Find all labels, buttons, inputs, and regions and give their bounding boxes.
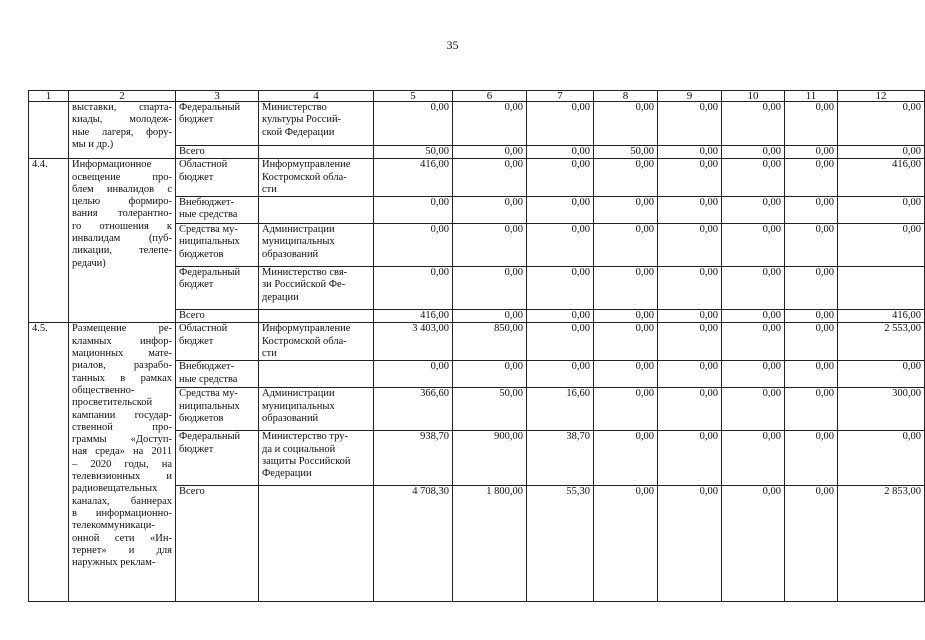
text-line: муниципальных <box>262 236 335 248</box>
amount-cell-col-10: 0,00 <box>722 323 785 361</box>
budget-table <box>28 90 925 602</box>
executor-cell <box>259 146 374 159</box>
amount-cell-col-9: 0,00 <box>658 388 722 431</box>
text-line: ные средства <box>179 209 238 221</box>
amount-cell-col-9: 0,00 <box>658 267 722 310</box>
amount-cell-col-6: 50,00 <box>453 388 527 431</box>
amount-cell-col-6: 900,00 <box>453 431 527 486</box>
column-number-9: 9 <box>658 91 722 102</box>
amount-cell-col-6: 0,00 <box>453 267 527 310</box>
amount-cell-col-5: 938,70 <box>374 431 453 486</box>
funding-source-cell <box>176 310 259 323</box>
text-line: танных в рамках <box>72 372 172 384</box>
executor-cell <box>259 224 374 267</box>
amount-cell-col-11: 0,00 <box>785 146 838 159</box>
amount-cell-col-7: 16,60 <box>527 388 594 431</box>
table-row <box>29 159 925 197</box>
amount-cell-col-8: 0,00 <box>594 267 658 310</box>
text-line: дерации <box>262 291 299 303</box>
text-line: кампании государ- <box>72 409 172 421</box>
item-number-cell <box>29 102 69 159</box>
amount-cell-col-7: 0,00 <box>527 310 594 323</box>
text-line: каналах, баннерах <box>72 495 172 507</box>
amount-cell-col-6: 0,00 <box>453 361 527 388</box>
amount-cell-col-12: 300,00 <box>838 388 925 431</box>
amount-cell-col-7: 0,00 <box>527 102 594 146</box>
text-line: инвалидам (пуб- <box>72 233 172 245</box>
text-line: общественно- <box>72 384 135 396</box>
executor-cell <box>259 431 374 486</box>
amount-cell-col-6: 0,00 <box>453 197 527 224</box>
text-line: ные средства <box>179 373 238 385</box>
text-line: редачи) <box>72 257 106 269</box>
column-number-row <box>29 91 925 102</box>
amount-cell-col-6: 1 800,00 <box>453 486 527 602</box>
amount-cell-col-12: 0,00 <box>838 431 925 486</box>
text-line: Министерство свя- <box>262 267 348 279</box>
text-line: Костромской обла- <box>262 335 347 347</box>
column-number-8: 8 <box>594 91 658 102</box>
text-line: культуры Россий- <box>262 114 342 126</box>
amount-cell-col-11: 0,00 <box>785 323 838 361</box>
amount-cell-col-9: 0,00 <box>658 224 722 267</box>
amount-cell-col-12: 0,00 <box>838 146 925 159</box>
amount-cell-col-10: 0,00 <box>722 224 785 267</box>
item-number-cell: 4.4. <box>29 159 69 323</box>
amount-cell-col-6: 850,00 <box>453 323 527 361</box>
amount-cell-col-12: 416,00 <box>838 310 925 323</box>
funding-source-cell <box>176 224 259 267</box>
funding-source-cell <box>176 323 259 361</box>
amount-cell-col-10: 0,00 <box>722 310 785 323</box>
amount-cell-col-8: 0,00 <box>594 197 658 224</box>
amount-cell-col-9: 0,00 <box>658 323 722 361</box>
text-line: ниципальных <box>179 236 240 248</box>
text-line: ная среда» на 2011 <box>72 446 172 458</box>
text-line: Областной <box>179 159 228 171</box>
text-line: муниципальных <box>262 400 335 412</box>
column-number-6: 6 <box>453 91 527 102</box>
text-line: Федеральный <box>179 267 241 279</box>
amount-cell-col-5: 0,00 <box>374 224 453 267</box>
text-line: ской Федерации <box>262 126 335 138</box>
amount-cell-col-8: 50,00 <box>594 146 658 159</box>
amount-cell-col-5: 50,00 <box>374 146 453 159</box>
text-line: бюджет <box>179 443 214 455</box>
text-line: мы и др.) <box>72 138 114 150</box>
text-line: вания толерантно- <box>72 208 172 220</box>
amount-cell-col-9: 0,00 <box>658 431 722 486</box>
text-line: ные лагеря, фору- <box>72 126 172 138</box>
text-line: Костромской обла- <box>262 171 347 183</box>
executor-cell <box>259 323 374 361</box>
desc-cell-4-5 <box>69 323 176 602</box>
amount-cell-col-7: 0,00 <box>527 197 594 224</box>
column-number-11: 11 <box>785 91 838 102</box>
amount-cell-col-11: 0,00 <box>785 361 838 388</box>
funding-source-cell <box>176 431 259 486</box>
amount-cell-col-9: 0,00 <box>658 159 722 197</box>
amount-cell-col-12: 0,00 <box>838 102 925 146</box>
text-line: Внебюджет- <box>179 361 235 373</box>
amount-cell-col-5: 416,00 <box>374 310 453 323</box>
amount-cell-col-8: 0,00 <box>594 361 658 388</box>
text-line: бюджетов <box>179 248 224 260</box>
text-line: образований <box>262 248 319 260</box>
column-number-12: 12 <box>838 91 925 102</box>
text-line: бюджет <box>179 171 214 183</box>
text-line: образований <box>262 412 319 424</box>
amount-cell-col-9: 0,00 <box>658 486 722 602</box>
amount-cell-col-8: 0,00 <box>594 486 658 602</box>
amount-cell-col-8: 0,00 <box>594 388 658 431</box>
text-line: ниципальных <box>179 400 240 412</box>
amount-cell-col-11: 0,00 <box>785 310 838 323</box>
amount-cell-col-5: 0,00 <box>374 102 453 146</box>
amount-cell-col-10: 0,00 <box>722 197 785 224</box>
text-line: Средства му- <box>179 224 238 236</box>
amount-cell-col-9: 0,00 <box>658 310 722 323</box>
text-line: бюджет <box>179 279 214 291</box>
desc-cell-4-4 <box>69 159 176 323</box>
text-line: сти <box>262 183 277 195</box>
text-line: защиты Российской <box>262 455 351 467</box>
amount-cell-col-5: 0,00 <box>374 197 453 224</box>
executor-cell <box>259 197 374 224</box>
amount-cell-col-7: 55,30 <box>527 486 594 602</box>
amount-cell-col-5: 3 403,00 <box>374 323 453 361</box>
item-number-cell: 4.5. <box>29 323 69 602</box>
column-number-3: 3 <box>176 91 259 102</box>
text-line: наружных реклам- <box>72 557 156 569</box>
amount-cell-col-10: 0,00 <box>722 431 785 486</box>
executor-cell <box>259 388 374 431</box>
text-line: телевизионных и <box>72 471 172 483</box>
funding-source-cell <box>176 146 259 159</box>
text-line: сти <box>262 348 277 360</box>
text-line: Внебюджет- <box>179 197 235 209</box>
amount-cell-col-8: 0,00 <box>594 102 658 146</box>
text-line: – 2020 годы, на <box>72 458 172 470</box>
text-line: блем инвалидов с <box>72 183 172 195</box>
text-line: ликации, телепе- <box>72 245 172 257</box>
table-body <box>29 91 925 602</box>
text-line: зи Российской Фе- <box>262 279 346 291</box>
column-number-10: 10 <box>722 91 785 102</box>
amount-cell-col-9: 0,00 <box>658 361 722 388</box>
funding-source-cell <box>176 102 259 146</box>
text-line: Федерации <box>262 468 312 480</box>
amount-cell-col-12: 416,00 <box>838 159 925 197</box>
funding-source-cell <box>176 486 259 602</box>
amount-cell-col-11: 0,00 <box>785 388 838 431</box>
amount-cell-col-5: 0,00 <box>374 267 453 310</box>
amount-cell-col-7: 0,00 <box>527 361 594 388</box>
text-line: Размещение ре- <box>72 323 172 335</box>
amount-cell-col-12 <box>838 267 925 310</box>
amount-cell-col-12: 2 853,00 <box>838 486 925 602</box>
amount-cell-col-7: 0,00 <box>527 267 594 310</box>
text-line: в информационно- <box>72 507 172 519</box>
text-line: го отношения к <box>72 220 172 232</box>
amount-cell-col-9: 0,00 <box>658 146 722 159</box>
funding-source-cell <box>176 361 259 388</box>
text-line: мационных мате- <box>72 348 172 360</box>
text-line: тернет» и для <box>72 544 172 556</box>
amount-cell-col-7: 0,00 <box>527 159 594 197</box>
table-row <box>29 323 925 361</box>
executor-cell <box>259 102 374 146</box>
amount-cell-col-6: 0,00 <box>453 159 527 197</box>
text-line: телекоммуникаци- <box>72 520 155 532</box>
funding-source-cell <box>176 388 259 431</box>
amount-cell-col-5: 4 708,30 <box>374 486 453 602</box>
amount-cell-col-8: 0,00 <box>594 323 658 361</box>
amount-cell-col-7: 0,00 <box>527 323 594 361</box>
amount-cell-col-6: 0,00 <box>453 102 527 146</box>
amount-cell-col-7: 0,00 <box>527 224 594 267</box>
amount-cell-col-9: 0,00 <box>658 197 722 224</box>
amount-cell-col-11: 0,00 <box>785 197 838 224</box>
amount-cell-col-10: 0,00 <box>722 267 785 310</box>
text-line: Областной <box>179 323 228 335</box>
amount-cell-col-11: 0,00 <box>785 267 838 310</box>
amount-cell-col-8: 0,00 <box>594 224 658 267</box>
executor-cell <box>259 486 374 602</box>
text-line: Всего <box>179 486 205 498</box>
amount-cell-col-6: 0,00 <box>453 310 527 323</box>
column-number-2: 2 <box>69 91 176 102</box>
text-line: бюджет <box>179 335 214 347</box>
column-number-7: 7 <box>527 91 594 102</box>
column-number-5: 5 <box>374 91 453 102</box>
text-line: Информуправление <box>262 159 351 171</box>
amount-cell-col-10: 0,00 <box>722 486 785 602</box>
amount-cell-col-12: 0,00 <box>838 224 925 267</box>
text-line: Федеральный <box>179 431 241 443</box>
funding-source-cell <box>176 159 259 197</box>
column-number-4: 4 <box>259 91 374 102</box>
amount-cell-col-11: 0,00 <box>785 159 838 197</box>
text-line: Средства му- <box>179 388 238 400</box>
text-line: Всего <box>179 146 205 157</box>
page-number: 35 <box>446 38 459 52</box>
amount-cell-col-10: 0,00 <box>722 102 785 146</box>
amount-cell-col-10: 0,00 <box>722 159 785 197</box>
amount-cell-col-6: 0,00 <box>453 224 527 267</box>
text-line: риалов, разрабо- <box>72 360 172 372</box>
text-line: выставки, спарта- <box>72 102 172 113</box>
text-line: Министерство <box>262 102 327 113</box>
text-line: просветительской <box>72 397 153 409</box>
text-line: целью формиро- <box>72 196 172 208</box>
text-line: освещение про- <box>72 171 172 183</box>
funding-source-cell <box>176 197 259 224</box>
text-line: бюджет <box>179 114 214 126</box>
text-line: кламных инфор- <box>72 335 172 347</box>
amount-cell-col-12: 2 553,00 <box>838 323 925 361</box>
amount-cell-col-11: 0,00 <box>785 486 838 602</box>
amount-cell-col-10: 0,00 <box>722 146 785 159</box>
text-line: киады, молодеж- <box>72 114 172 126</box>
text-line: Администрации <box>262 224 335 236</box>
amount-cell-col-8: 0,00 <box>594 310 658 323</box>
amount-cell-col-11: 0,00 <box>785 431 838 486</box>
amount-cell-col-10: 0,00 <box>722 388 785 431</box>
text-line: радиовещательных <box>72 483 158 495</box>
text-line: онной сети «Ин- <box>72 532 172 544</box>
text-line: Информационное <box>72 159 152 171</box>
text-line: Федеральный <box>179 102 241 113</box>
text-line: Информуправление <box>262 323 351 335</box>
column-number-1: 1 <box>29 91 69 102</box>
amount-cell-col-8: 0,00 <box>594 159 658 197</box>
amount-cell-col-5: 366,60 <box>374 388 453 431</box>
amount-cell-col-12: 0,00 <box>838 197 925 224</box>
amount-cell-col-11: 0,00 <box>785 102 838 146</box>
executor-cell <box>259 361 374 388</box>
amount-cell-col-12: 0,00 <box>838 361 925 388</box>
executor-cell <box>259 267 374 310</box>
text-line: да и социальной <box>262 443 336 455</box>
amount-cell-col-10: 0,00 <box>722 361 785 388</box>
text-line: бюджетов <box>179 412 224 424</box>
amount-cell-col-7: 38,70 <box>527 431 594 486</box>
table-row <box>29 102 925 146</box>
amount-cell-col-7: 0,00 <box>527 146 594 159</box>
desc-cell-prev <box>69 102 176 159</box>
text-line: граммы «Доступ- <box>72 434 172 446</box>
executor-cell <box>259 310 374 323</box>
text-line: Министерство тру- <box>262 431 348 443</box>
text-line: Всего <box>179 310 205 322</box>
amount-cell-col-11: 0,00 <box>785 224 838 267</box>
amount-cell-col-6: 0,00 <box>453 146 527 159</box>
funding-source-cell <box>176 267 259 310</box>
amount-cell-col-5: 416,00 <box>374 159 453 197</box>
amount-cell-col-5: 0,00 <box>374 361 453 388</box>
amount-cell-col-9: 0,00 <box>658 102 722 146</box>
amount-cell-col-8: 0,00 <box>594 431 658 486</box>
text-line: Администрации <box>262 388 335 400</box>
executor-cell <box>259 159 374 197</box>
text-line: ственной про- <box>72 421 172 433</box>
